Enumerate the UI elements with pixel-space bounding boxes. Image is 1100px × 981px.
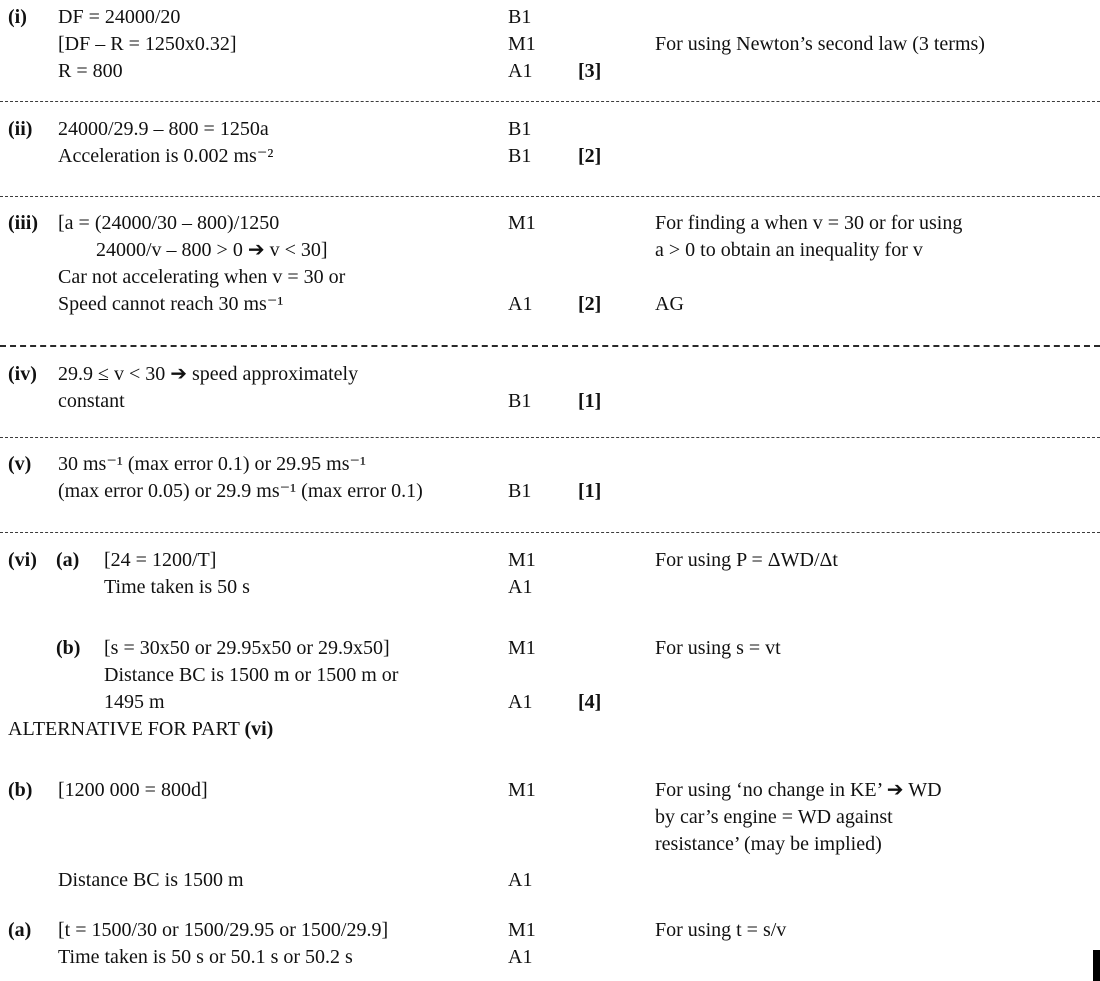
section-iv: [0, 361, 1100, 415]
mark-code: [508, 831, 578, 858]
part-label: (ii): [8, 118, 33, 140]
mark-code: B1: [508, 390, 532, 412]
scheme-text: [24 = 1200/T]: [104, 549, 217, 571]
scheme-text: Time taken is 50 s: [104, 576, 250, 598]
section-alternative-a: [0, 917, 1100, 971]
scheme-text: 1495 m: [104, 691, 165, 713]
scheme-text: [s = 30x50 or 29.95x50 or 29.9x50]: [104, 637, 390, 659]
total-marks: [578, 264, 655, 291]
part-label: (i): [8, 6, 27, 28]
mark-row: [0, 264, 1100, 291]
total-marks: [578, 867, 655, 894]
mark-code: [508, 361, 578, 388]
total-marks: [578, 944, 655, 971]
part-label: (iv): [8, 363, 37, 385]
total-marks: [578, 210, 655, 237]
total-marks: [578, 574, 655, 601]
part-label: (vi): [8, 549, 37, 571]
section-vi: [0, 547, 1100, 743]
examiner-note: a > 0 to obtain an inequality for v: [655, 239, 923, 261]
total-marks: [578, 777, 655, 804]
scan-artifact-bar: [1093, 950, 1100, 981]
total-marks: [578, 831, 655, 858]
total-marks: [578, 804, 655, 831]
mark-row: [0, 451, 1100, 478]
dashed-separator: [0, 196, 1100, 197]
scheme-text: 24000/29.9 – 800 = 1250a: [58, 118, 269, 140]
total-marks: [578, 451, 655, 478]
part-label: (iii): [8, 212, 38, 234]
subpart-label: (a): [56, 549, 80, 571]
scheme-text: Speed cannot reach 30 ms⁻¹: [58, 293, 284, 315]
mark-code: B1: [508, 6, 532, 28]
scheme-text: 29.9 ≤ v < 30 ➔ speed approximately: [58, 363, 359, 385]
total-marks: [578, 635, 655, 662]
scheme-text: (max error 0.05) or 29.9 ms⁻¹ (max error 0.1): [58, 480, 423, 502]
examiner-note: [655, 451, 1100, 478]
mark-row: [0, 635, 1100, 662]
scheme-text: Car not accelerating when v = 30 or: [58, 266, 346, 288]
mark-row: [0, 547, 1100, 574]
mark-row: [0, 361, 1100, 388]
mark-code: B1: [508, 145, 532, 167]
mark-code: A1: [508, 946, 533, 968]
mark-row: [0, 944, 1100, 971]
mark-row: [0, 662, 1100, 689]
subpart-label: (b): [56, 637, 81, 659]
examiner-note: resistance’ (may be implied): [655, 833, 882, 855]
scheme-text: 30 ms⁻¹ (max error 0.1) or 29.95 ms⁻¹: [58, 453, 367, 475]
total-marks: [1]: [578, 480, 602, 502]
examiner-note: For using Newton’s second law (3 terms): [655, 33, 985, 55]
total-marks: [578, 547, 655, 574]
scheme-text: Time taken is 50 s or 50.1 s or 50.2 s: [58, 946, 353, 968]
examiner-note: [655, 867, 1100, 894]
section-v: [0, 451, 1100, 505]
alternative-heading-part: (vi): [244, 718, 274, 740]
examiner-note: AG: [655, 293, 684, 315]
total-marks: [2]: [578, 145, 602, 167]
mark-code: [508, 264, 578, 291]
part-label: (a): [8, 919, 32, 941]
mark-code: M1: [508, 33, 536, 55]
examiner-note: [655, 116, 1100, 143]
mark-row: [0, 478, 1100, 505]
mark-code: A1: [508, 576, 533, 598]
mark-row: [0, 116, 1100, 143]
examiner-note: [655, 4, 1100, 31]
total-marks: [578, 31, 655, 58]
examiner-note: [655, 478, 1100, 505]
scheme-text: DF = 24000/20: [58, 6, 181, 28]
dashed-separator-bold: [0, 345, 1100, 347]
total-marks: [2]: [578, 293, 602, 315]
total-marks: [578, 116, 655, 143]
section-ii: [0, 116, 1100, 170]
examiner-note: [655, 143, 1100, 170]
examiner-note: For finding a when v = 30 or for using: [655, 212, 963, 234]
examiner-note: [655, 58, 1100, 85]
examiner-note: For using ‘no change in KE’ ➔ WD: [655, 779, 942, 801]
scheme-text: [t = 1500/30 or 1500/29.95 or 1500/29.9]: [58, 919, 389, 941]
total-marks: [1]: [578, 390, 602, 412]
mark-code: M1: [508, 779, 536, 801]
examiner-note: [655, 662, 1100, 689]
mark-row: [0, 917, 1100, 944]
part-label: (v): [8, 453, 32, 475]
mark-row: [0, 31, 1100, 58]
mark-code: M1: [508, 919, 536, 941]
dashed-separator: [0, 101, 1100, 102]
total-marks: [4]: [578, 691, 602, 713]
mark-code: B1: [508, 480, 532, 502]
mark-code: A1: [508, 60, 533, 82]
examiner-note: [655, 361, 1100, 388]
section-iii: [0, 210, 1100, 318]
mark-code: [508, 451, 578, 478]
mark-code: [508, 237, 578, 264]
mark-code: M1: [508, 549, 536, 571]
alternative-heading: ALTERNATIVE FOR PART (vi): [8, 718, 274, 740]
mark-row: [0, 58, 1100, 85]
mark-row: [0, 291, 1100, 318]
mark-row: [0, 4, 1100, 31]
examiner-note: by car’s engine = WD against: [655, 806, 893, 828]
mark-row: [0, 867, 1100, 894]
mark-row: [0, 574, 1100, 601]
examiner-note: [655, 944, 1100, 971]
examiner-note: For using P = ΔWD/Δt: [655, 549, 838, 571]
total-marks: [578, 237, 655, 264]
dashed-separator: [0, 437, 1100, 438]
total-marks: [3]: [578, 60, 602, 82]
scheme-text: Distance BC is 1500 m: [58, 869, 244, 891]
mark-row: [0, 831, 1100, 858]
total-marks: [578, 4, 655, 31]
mark-row: [0, 689, 1100, 716]
examiner-note: [655, 388, 1100, 415]
mark-row: [0, 210, 1100, 237]
mark-code: [508, 804, 578, 831]
total-marks: [578, 361, 655, 388]
mark-row: [0, 388, 1100, 415]
scheme-text: 24000/v – 800 > 0 ➔ v < 30]: [96, 239, 328, 261]
scheme-text: R = 800: [58, 60, 123, 82]
section-i: [0, 4, 1100, 85]
examiner-note: [655, 574, 1100, 601]
spacer: [0, 601, 1100, 635]
mark-code: A1: [508, 691, 533, 713]
examiner-note: For using s = vt: [655, 637, 781, 659]
section-alternative-b: [0, 777, 1100, 894]
scheme-text: Distance BC is 1500 m or 1500 m or: [104, 664, 399, 686]
scheme-text: [1200 000 = 800d]: [58, 779, 208, 801]
mark-row: [0, 237, 1100, 264]
mark-code: M1: [508, 637, 536, 659]
scheme-text: Acceleration is 0.002 ms⁻²: [58, 145, 274, 167]
scheme-text: constant: [58, 390, 125, 412]
examiner-note: For using t = s/v: [655, 919, 787, 941]
scheme-text: [a = (24000/30 – 800)/1250: [58, 212, 280, 234]
mark-code: B1: [508, 118, 532, 140]
mark-code: A1: [508, 293, 533, 315]
examiner-note: [655, 264, 1100, 291]
dashed-separator: [0, 532, 1100, 533]
examiner-note: [655, 689, 1100, 716]
total-marks: [578, 662, 655, 689]
mark-row: [0, 804, 1100, 831]
mark-code: A1: [508, 869, 533, 891]
mark-code: [508, 662, 578, 689]
total-marks: [578, 917, 655, 944]
part-label: (b): [8, 779, 33, 801]
scheme-text: [DF – R = 1250x0.32]: [58, 33, 237, 55]
mark-code: M1: [508, 212, 536, 234]
mark-row: [0, 143, 1100, 170]
mark-row: [0, 777, 1100, 804]
